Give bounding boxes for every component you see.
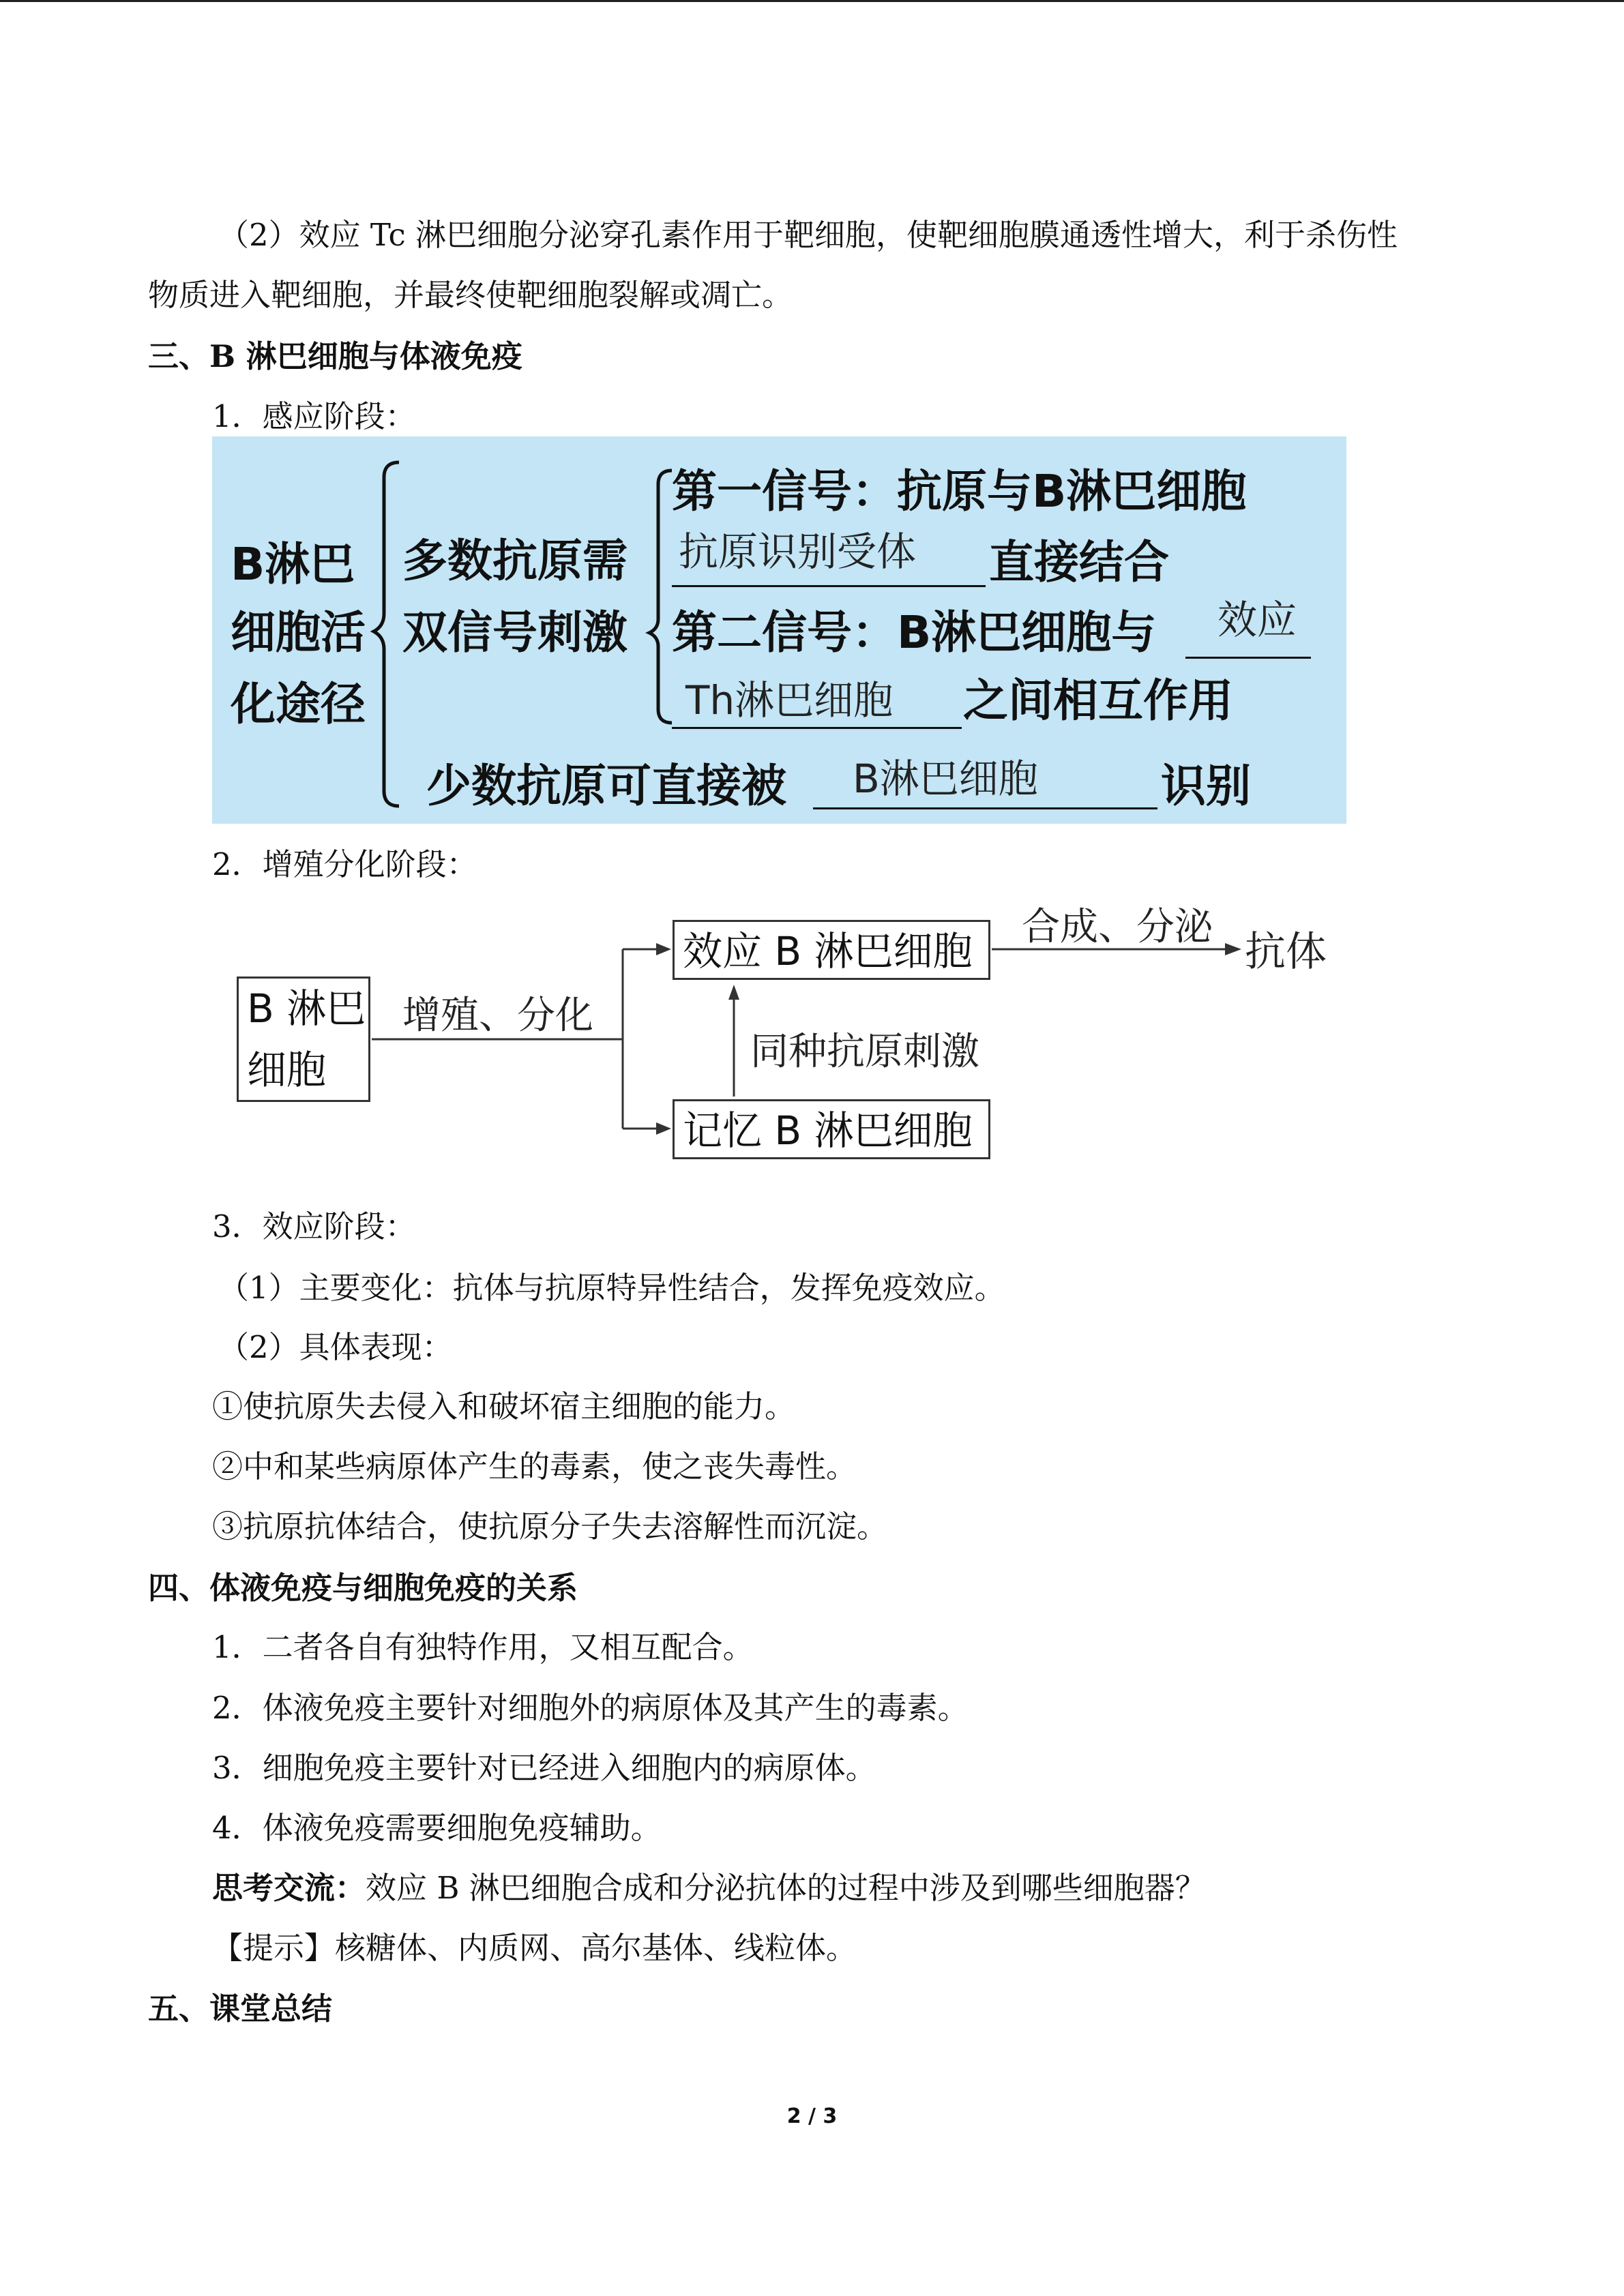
think-text: 效应 B 淋巴细胞合成和分泌抗体的过程中涉及到哪些细胞器？: [366, 1870, 1206, 1906]
arrow-head: [1225, 943, 1241, 955]
stage-label: 1．感应阶段：: [212, 398, 416, 434]
hint-text: 【提示】核糖体、内质网、高尔基体、线粒体。: [212, 1930, 857, 1966]
arrow-label-secretion: 合成、分泌: [1022, 905, 1213, 949]
arrow-label-proliferate: 增殖、分化: [402, 994, 593, 1038]
stage-label: 3．效应阶段：: [212, 1208, 416, 1244]
direct-text: 少数抗原可直接被: [426, 760, 786, 812]
list-item: 2．体液免疫主要针对细胞外的病原体及其产生的毒素。: [212, 1690, 969, 1726]
activation-left-label: B淋巴: [231, 538, 355, 591]
activation-mid-label: 双信号刺激: [402, 606, 628, 659]
signal2-answer: Th淋巴细胞: [685, 677, 894, 724]
list-item: 1．二者各自有独特作用，又相互配合。: [212, 1629, 754, 1665]
signal2-text: 第二信号：B淋巴细胞与: [672, 606, 1157, 659]
list-item: 3．细胞免疫主要针对已经进入细胞内的病原体。: [212, 1750, 876, 1786]
node-label: B 淋巴: [247, 985, 366, 1032]
signal1-text: 第一信号：抗原与B淋巴细胞: [672, 465, 1247, 518]
node-label: 细胞: [247, 1047, 327, 1093]
signal1-text: 直接结合: [989, 536, 1169, 588]
effect-text: （1）主要变化：抗体与抗原特异性结合，发挥免疫效应。: [218, 1270, 1005, 1306]
effect-text: （2）具体表现：: [218, 1329, 453, 1365]
direct-text: 识别: [1161, 760, 1251, 812]
signal1-answer: 抗原识别受体: [679, 528, 917, 575]
paragraph-line: （2）效应 Tc 淋巴细胞分泌穿孔素作用于靶细胞，使靶细胞膜通透性增大，利于杀伤性: [218, 217, 1398, 253]
node-label: 记忆 B 淋巴细胞: [683, 1107, 973, 1154]
think-label: 思考交流：: [212, 1870, 366, 1906]
effect-item: ②中和某些病原体产生的毒素，使之丧失毒性。: [212, 1448, 857, 1485]
antibody-label: 抗体: [1245, 928, 1327, 976]
paragraph-line: 物质进入靶细胞，并最终使靶细胞裂解或凋亡。: [148, 277, 793, 313]
arrow-head: [656, 1122, 671, 1135]
activation-left-label: 细胞活: [231, 606, 366, 659]
direct-answer: B淋巴细胞: [853, 756, 1038, 802]
section-heading: 四、体液免疫与细胞免疫的关系: [148, 1570, 578, 1606]
section-heading: 三、B 淋巴细胞与体液免疫: [148, 338, 522, 374]
effect-item: ①使抗原失去侵入和破坏宿主细胞的能力。: [212, 1388, 796, 1425]
arrow-head: [728, 985, 739, 1000]
arrow-label-restimulation: 同种抗原刺激: [750, 1030, 979, 1074]
stage-label: 2．增殖分化阶段：: [212, 846, 477, 882]
think-question: [212, 1870, 1206, 1906]
signal2-answer: 效应: [1217, 597, 1297, 643]
arrow-head: [656, 943, 671, 955]
section-heading: 五、课堂总结: [148, 1991, 333, 2027]
activation-left-label: 化途径: [231, 678, 366, 730]
page-number: 2 / 3: [786, 2104, 838, 2128]
list-item: 4．体液免疫需要细胞免疫辅助。: [212, 1810, 662, 1846]
activation-mid-label: 多数抗原需: [402, 535, 628, 587]
signal2-text: 之间相互作用: [963, 674, 1233, 727]
effect-item: ③抗原抗体结合，使抗原分子失去溶解性而沉淀。: [212, 1508, 888, 1545]
node-label: 效应 B 淋巴细胞: [683, 928, 973, 974]
